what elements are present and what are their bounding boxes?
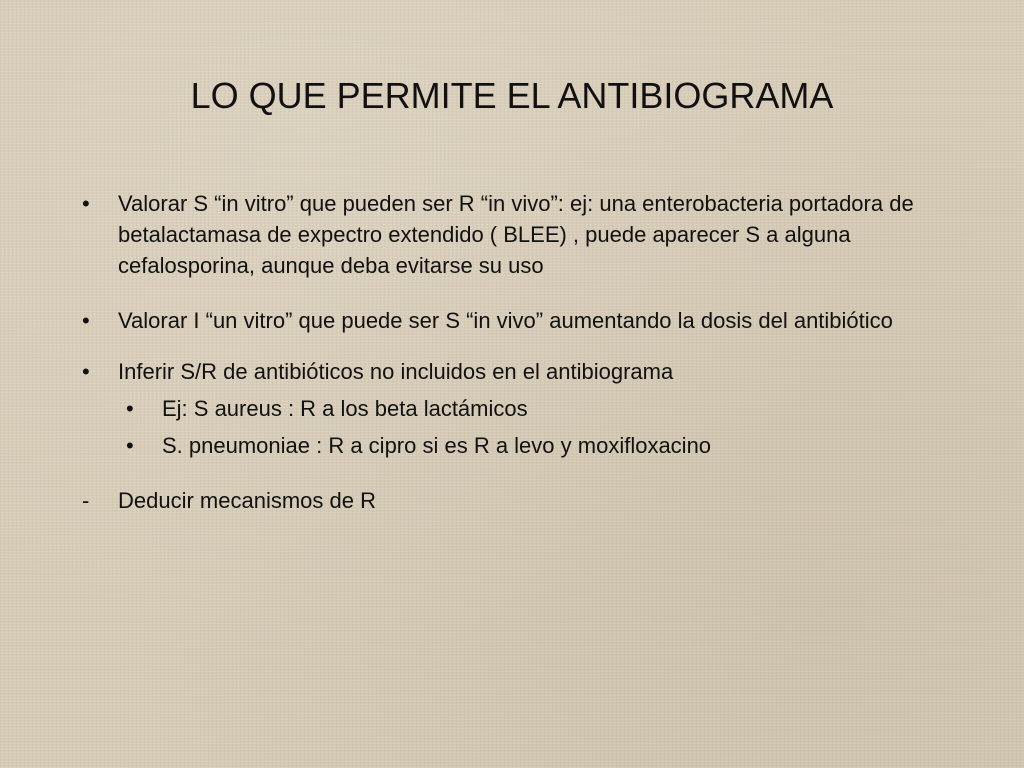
sub-bullet-marker: • (126, 396, 134, 421)
bullet-marker: • (82, 191, 90, 216)
dash-marker: - (82, 488, 90, 513)
slide-body (78, 188, 958, 516)
sub-bullet-item (78, 430, 958, 461)
sub-bullet-item (78, 393, 958, 424)
bullet-item (78, 356, 958, 387)
bullet-item (78, 305, 958, 336)
sub-bullet-text: S. pneumoniae : R a cipro si es R a levo y moxifloxacino (162, 433, 712, 458)
sub-bullet-text: Ej: S aureus : R a los beta lactámicos (162, 396, 528, 421)
bullet-text: Valorar I “un vitro” que puede ser S “in vivo” aumentando la dosis del antibiótico (118, 308, 893, 333)
bullet-text: Valorar S “in vitro” que pueden ser R “in vivo”: ej: una enterobacteria portadora de betalactamasa de expectro extendido ( BLEE) , puede aparecer S a alguna cefalosporina, aunque deba evitarse su uso (118, 191, 914, 278)
slide-title: LO QUE PERMITE EL ANTIBIOGRAMA (190, 75, 834, 116)
bullet-marker: • (82, 359, 90, 384)
dash-item (78, 485, 958, 516)
bullet-item (78, 188, 958, 281)
bullet-marker: • (82, 308, 90, 333)
bullet-text: Inferir S/R de antibióticos no incluidos en el antibiograma (118, 359, 674, 384)
sub-bullet-marker: • (126, 433, 134, 458)
dash-text: Deducir mecanismos de R (118, 488, 376, 513)
